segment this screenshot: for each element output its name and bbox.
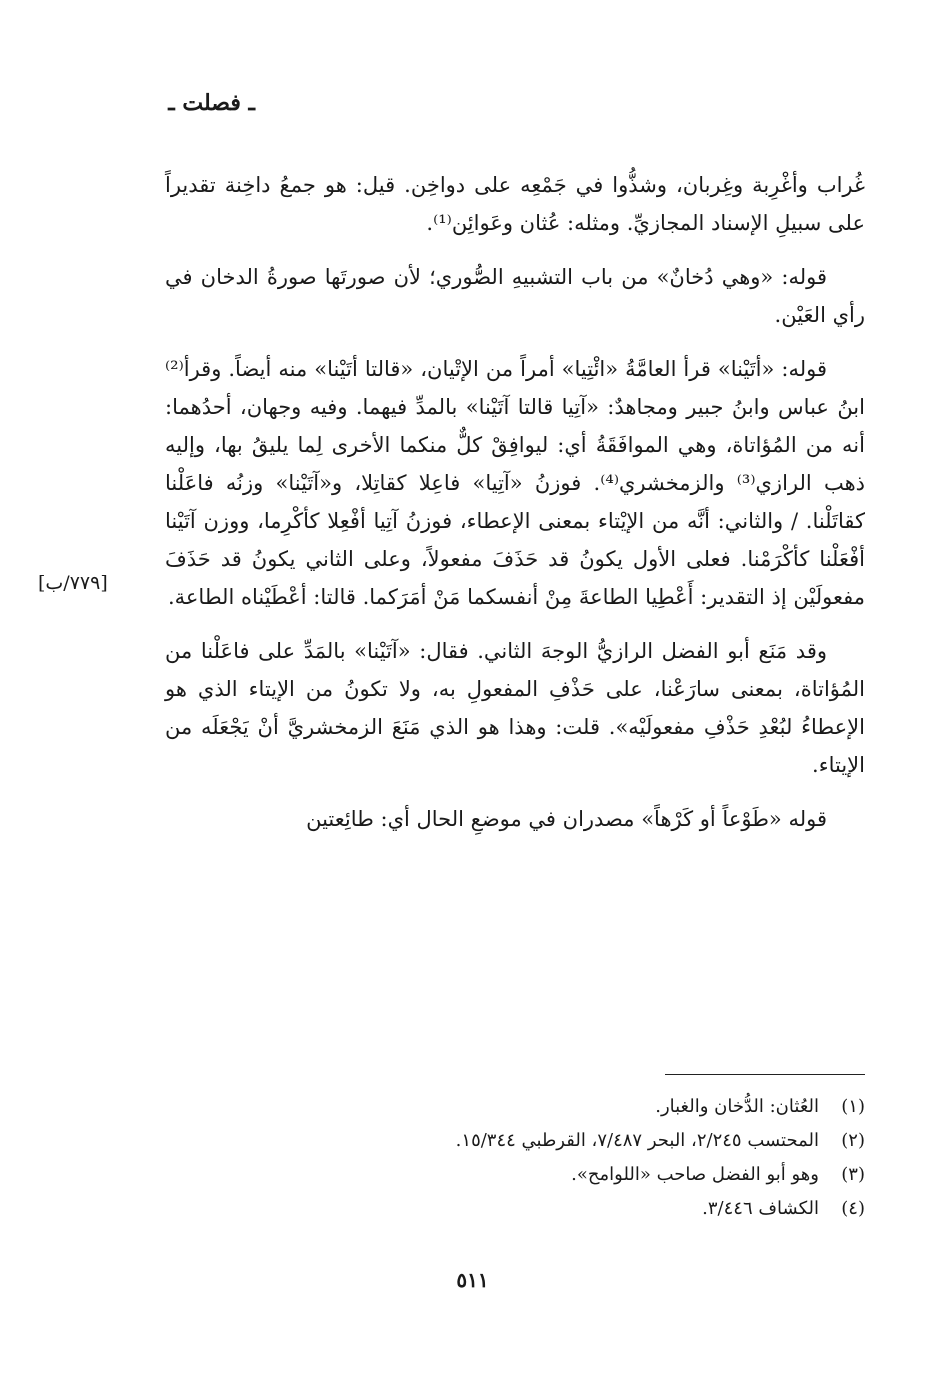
paragraph-4: وقد مَنَع أبو الفضل الرازيُّ الوجهَ الثاني. فقال: «آتَيْنا» بالمَدِّ على فاعَلْنا من المُؤاتاة، بمعنى سارَعْنا، على حَذْفِ المفعولِ به، ولا تكونُ من الإيتاء الذي هو الإعطاءُ لبُعْدِ حَذْفِ مفعولَيْه». قلت: وهذا هو الذي مَنَعَ الزمخشريَّ أنْ يَجْعَلَه من الإيتاء.	[165, 639, 865, 777]
main-text	[165, 166, 865, 854]
running-header: ـ فصلت ـ	[168, 90, 255, 116]
footnote-text: وهو أبو الفضل صاحب «اللوامح».	[571, 1164, 819, 1185]
paragraph-1: غُراب وأغْرِبة وغِربان، وشذُّوا في جَمْعِه على دواخِن. قيل: هو جمعُ داخِنة تقديراً على سبيلِ الإسناد المجازيِّ. ومثله: عُثان وعَوائِن⁽¹⁾.	[165, 173, 865, 235]
footnote-item	[165, 1090, 865, 1124]
footnote-number: (٢)	[841, 1130, 865, 1151]
footnote-text: الكشاف ٣/٤٤٦.	[702, 1198, 819, 1219]
footnote-text: المحتسب ٢/٢٤٥، البحر ٧/٤٨٧، القرطبي ١٥/٣٤٤.	[455, 1130, 819, 1151]
footnote-item	[165, 1124, 865, 1158]
footnote-item	[165, 1158, 865, 1192]
paragraph-2: قوله: «وهي دُخانٌ» من باب التشبيهِ الصُّوري؛ لأن صورتَها صورةُ الدخان في رأي العَيْن.	[165, 265, 865, 327]
footnote-text: العُثان: الدُّخان والغبار.	[655, 1096, 819, 1117]
manuscript-folio-marker: [٧٧٩/ب]	[38, 572, 108, 594]
footnote-number: (٣)	[841, 1164, 865, 1185]
footnotes	[165, 1090, 865, 1226]
page-number: ٥١١	[456, 1268, 489, 1292]
footnote-number: (١)	[841, 1096, 865, 1117]
footnote-item	[165, 1192, 865, 1226]
paragraph-3: قوله: «أتَيْنا» قرأ العامَّةُ «ائْتِيا» أمراً من الإتْيان، «قالتا أتَيْنا» منه أيضاً. وقرأ⁽²⁾ ابنُ عباس وابنُ جبير ومجاهدٌ: «آتِيا قالتا آتَيْنا» بالمدِّ فيهما. وفيه وجهان، أحدُهما: أنه من المُؤاتاة، وهي الموافَقَةُ أي: ليوافِقْ كلٌّ منكما الأخرى لِما يليقُ بها، وإليه ذهب الرازي⁽³⁾ والزمخشري⁽⁴⁾. فوزنُ «آتِيا» فاعِلا كقاتِلا، و«آتَيْنا» وزنُه فاعَلْنا كقاتَلْنا. / والثاني: أنَّه من الإيْتاء بمعنى الإعطاء، فوزنُ آتِيا أفْعِلا كأكْرِما، ووزن آتَيْنا أفْعَلْنا كأكْرَمْنا. فعلى الأول يكونُ قد حَذَفَ مفعولاً، وعلى الثاني يكونُ قد حَذَفَ مفعولَيْن إذ التقدير: أَعْطِيا الطاعةَ مِنْ أنفسكما مَنْ أمَرَكما. قالتا: أعْطَيْناه الطاعة.	[165, 357, 866, 609]
paragraph-5: قوله «طَوْعاً أو كَرْهاً» مصدران في موضعِ الحال أي: طائِعتين	[306, 807, 827, 831]
footnote-number: (٤)	[841, 1198, 865, 1219]
footnote-divider	[665, 1074, 865, 1075]
